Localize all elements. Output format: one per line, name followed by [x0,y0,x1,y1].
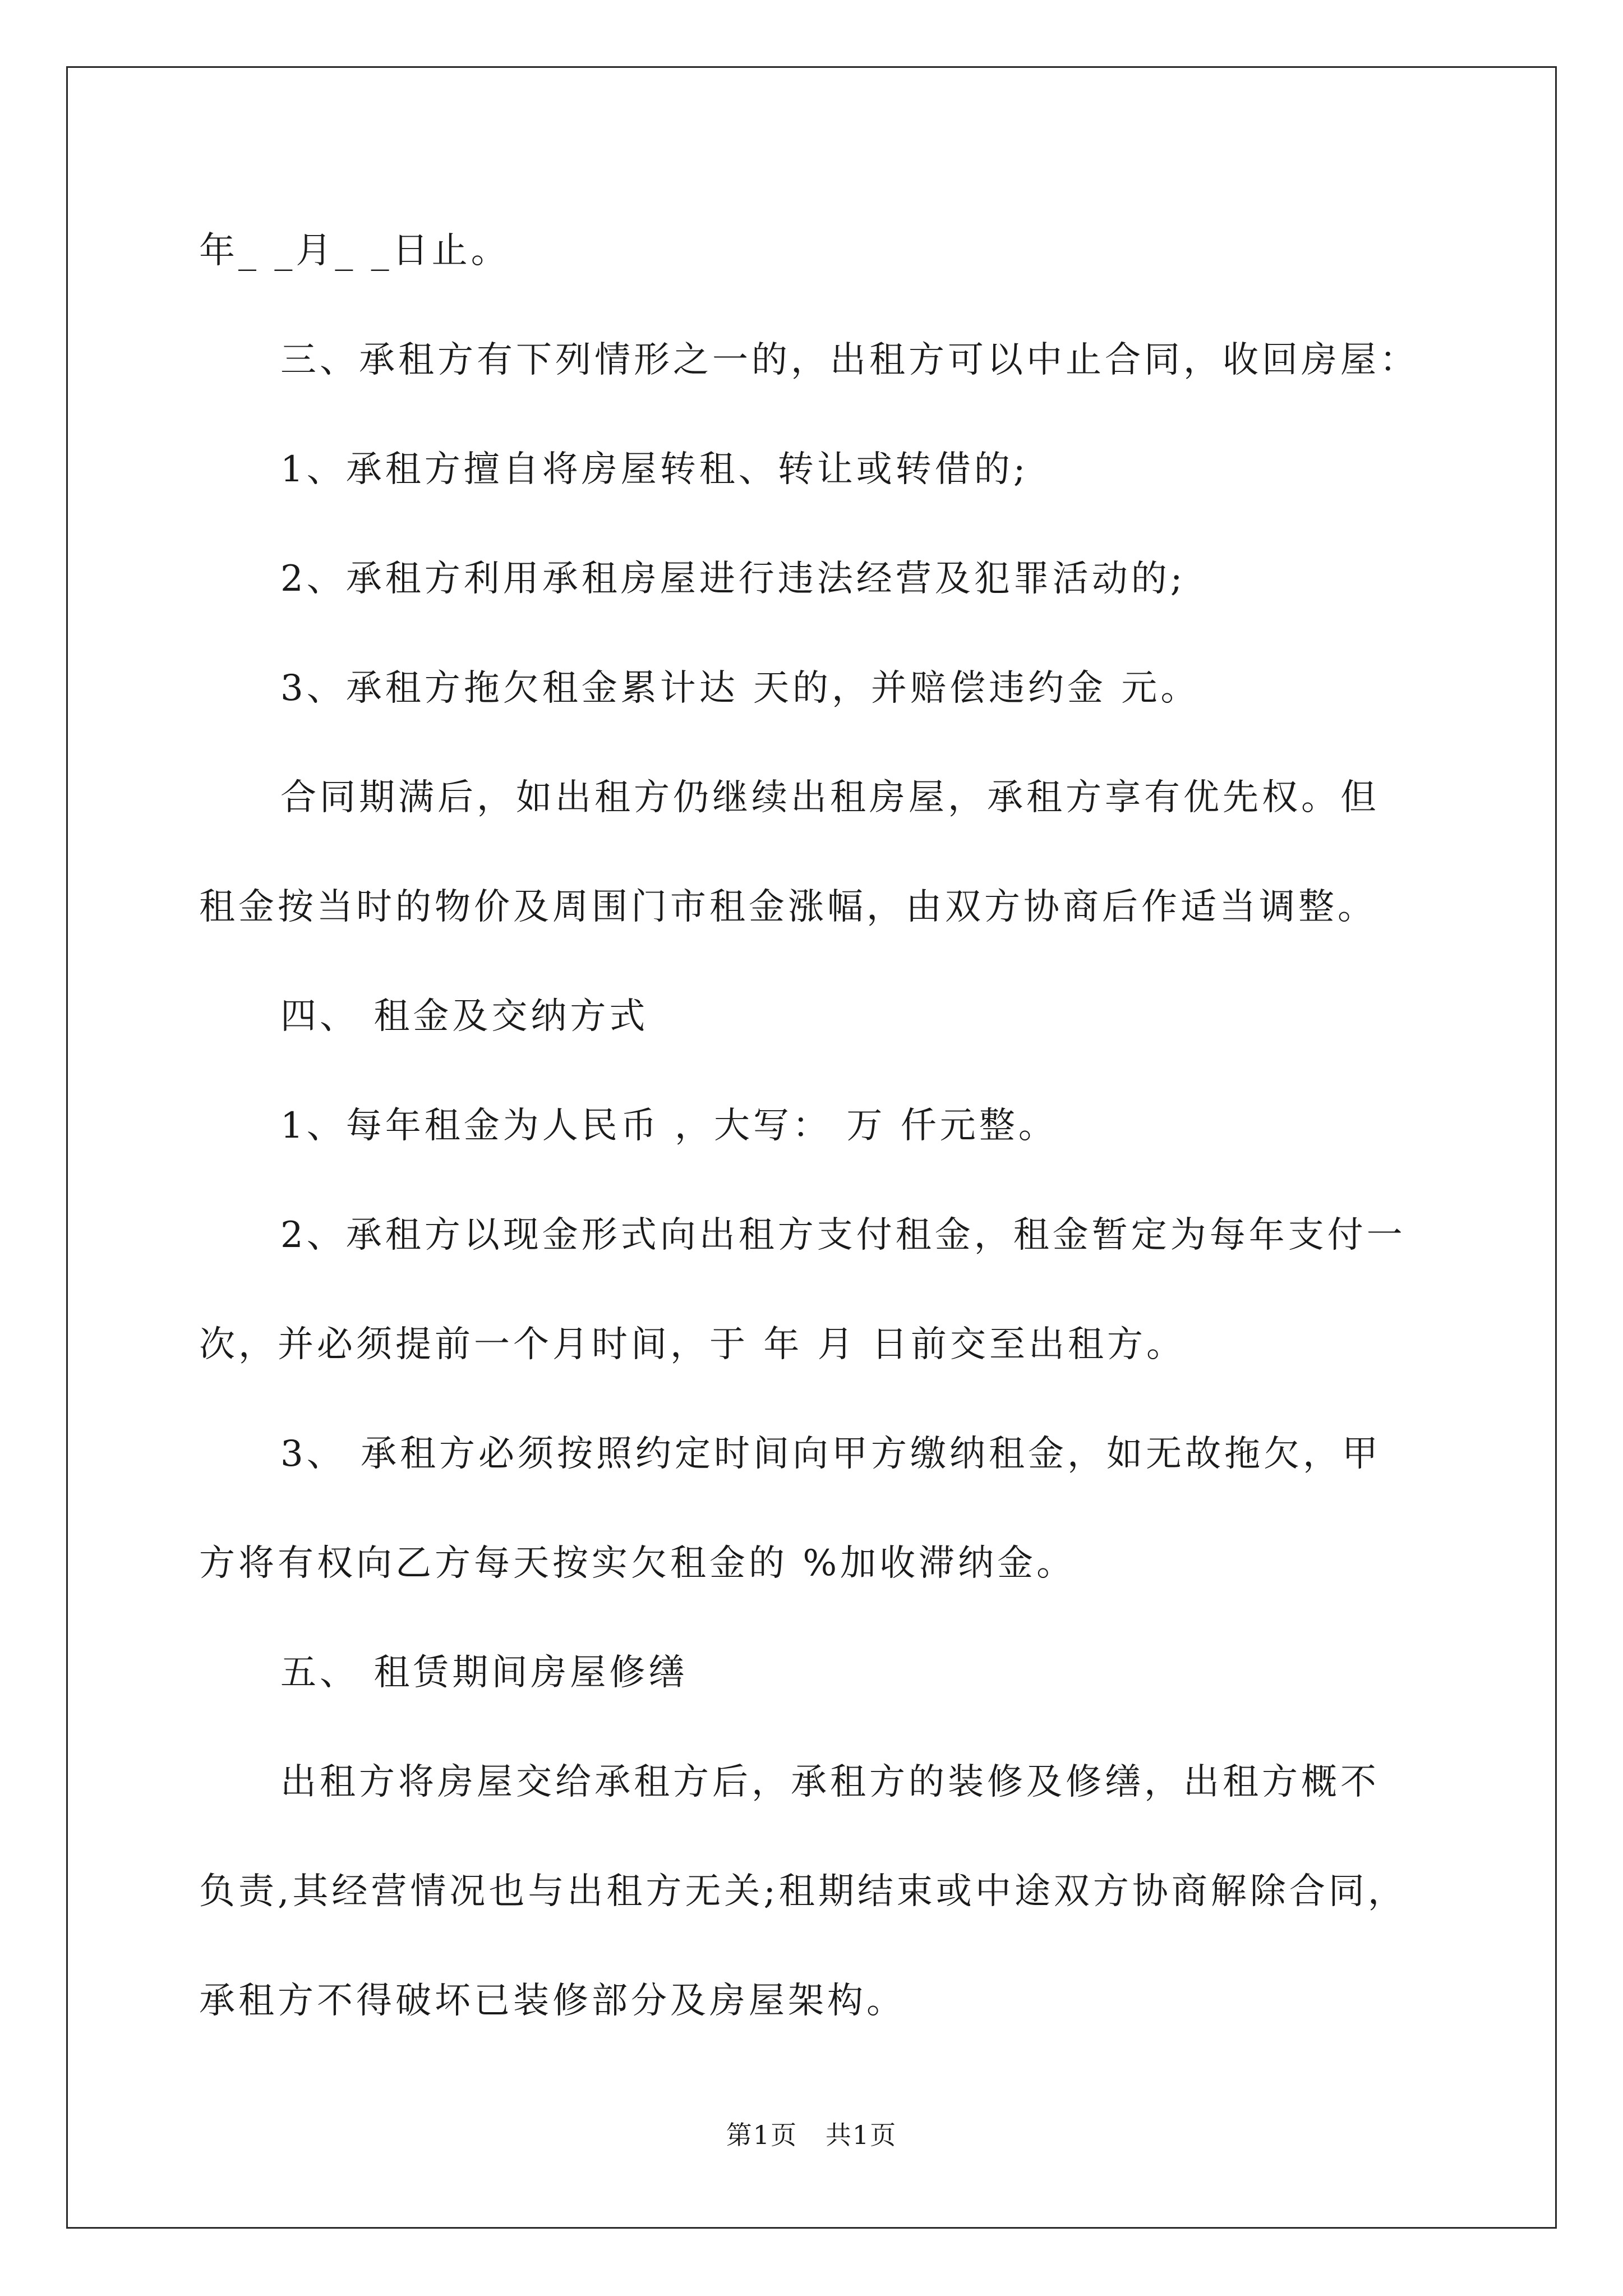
text-line-16: 负责,其经营情况也与出租方无关;租期结束或中途双方协商解除合同， [199,1871,1407,1912]
text-line-4: 2、承租方利用承租房屋进行违法经营及犯罪活动的; [280,558,1186,600]
section-four-heading: 四、 租金及交纳方式 [280,996,649,1037]
text-line-11: 次，并必须提前一个月时间，于 年 月 日前交至出租方。 [199,1324,1186,1365]
text-line-10: 2、承租方以现金形式向出租方支付租金，租金暂定为每年支付一 [280,1214,1406,1256]
text-line-12: 3、 承租方必须按照约定时间向甲方缴纳租金，如无故拖欠，甲 [280,1433,1382,1475]
text-line-5: 3、承租方拖欠租金累计达 天的，并赔偿违约金 元。 [280,668,1200,709]
section-five-heading: 五、 租赁期间房屋修缮 [280,1652,688,1694]
section-three-heading: 三、承租方有下列情形之一的，出租方可以中止合同，收回房屋： [280,339,1419,381]
text-line-9: 1、每年租金为人民币 ，大写： 万 仟元整。 [280,1105,1058,1147]
text-line-7: 租金按当时的物价及周围门市租金涨幅，由双方协商后作适当调整。 [199,886,1377,928]
text-line-17: 承租方不得破坏已装修部分及房屋架构。 [199,1980,906,2022]
text-line-6: 合同期满后，如出租方仍继续出租房屋，承租方享有优先权。但 [280,777,1380,818]
text-line-13: 方将有权向乙方每天按实欠租金的 %加收滞纳金。 [199,1543,1076,1584]
text-line-3: 1、承租方擅自将房屋转租、转让或转借的; [280,449,1029,490]
page-number-footer: 第1页 共1页 [726,2120,897,2150]
text-line-1: 年_ _月_ _日止。 [199,230,510,272]
text-line-15: 出租方将房屋交给承租方后，承租方的装修及修缮，出租方概不 [280,1761,1380,1803]
